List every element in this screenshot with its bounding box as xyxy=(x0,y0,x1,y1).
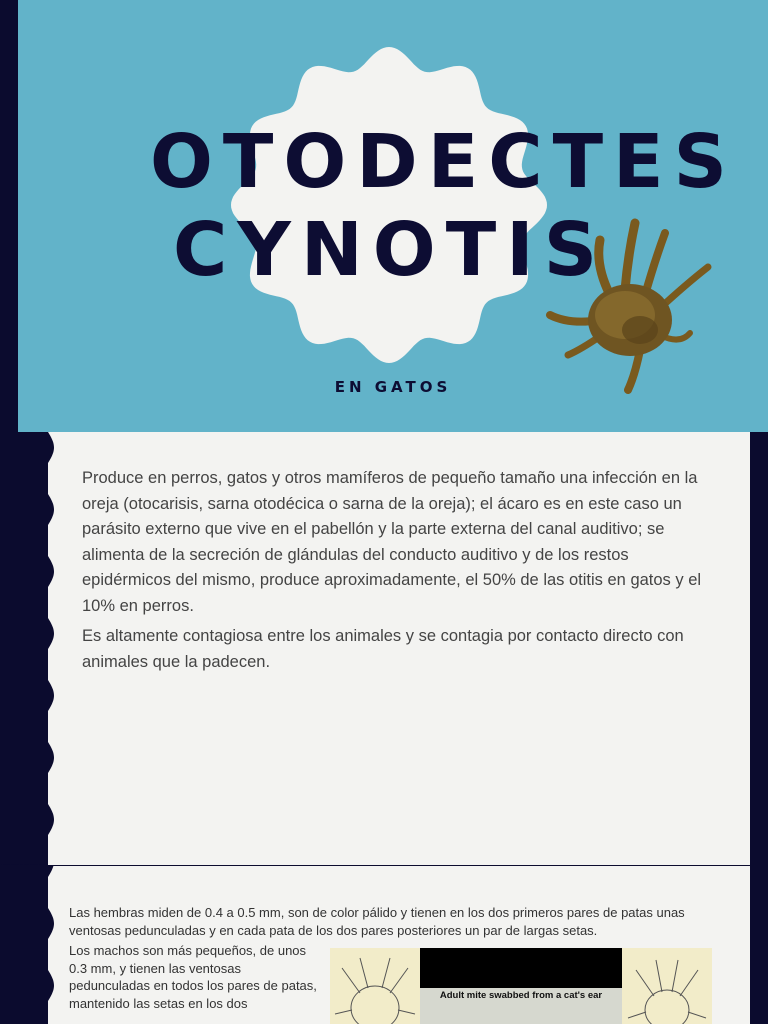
content-slide-2 xyxy=(0,866,768,1024)
title-line-1: OTODECTES xyxy=(150,119,737,205)
title-slide xyxy=(0,0,768,432)
title-line-2: CYNOTIS xyxy=(172,207,608,293)
description-paragraph-2: Es altamente contagiosa entre los animales y se contagia por contacto directo con animales que la padecen. xyxy=(82,627,684,671)
left-accent-bar xyxy=(0,0,18,432)
wave-edge xyxy=(0,432,60,865)
mite-diagram-left xyxy=(330,948,420,1024)
slide-subtitle: EN GATOS xyxy=(334,378,452,396)
description-paragraph-1: Produce en perros, gatos y otros mamíferos de pequeño tamaño una infección en la oreja (otocarisis, sarna otodécica o sarna de la oreja); el ácaro es en este caso un parásito externo que vive en el pabellón y la parte externa del canal auditivo; se alimenta de la secreción de glándulas del conducto auditivo y de los restos epidérmicos del mismo, produce aproximadamente, el 50% de las otitis en gatos y el 10% en perros. xyxy=(82,469,702,615)
mite-photo xyxy=(420,948,622,1024)
male-description: Los machos son más pequeños, de unos 0.3 mm, y tienen las ventosas pedunculadas en todos los pares de patas, mantenido las setas en los dos xyxy=(69,943,317,1011)
wave-edge xyxy=(0,866,60,1024)
female-description: Las hembras miden de 0.4 a 0.5 mm, son de color pálido y tienen en los dos primeros pares de patas unas ventosas pedunculadas y en cada pata de los dos pares posteriores un par de largas setas. xyxy=(69,905,685,938)
mite-diagram-right xyxy=(622,948,712,1024)
photo-caption: Adult mite swabbed from a cat's ear xyxy=(439,990,603,1001)
content-slide-1 xyxy=(0,432,768,865)
mite-image xyxy=(540,215,715,395)
